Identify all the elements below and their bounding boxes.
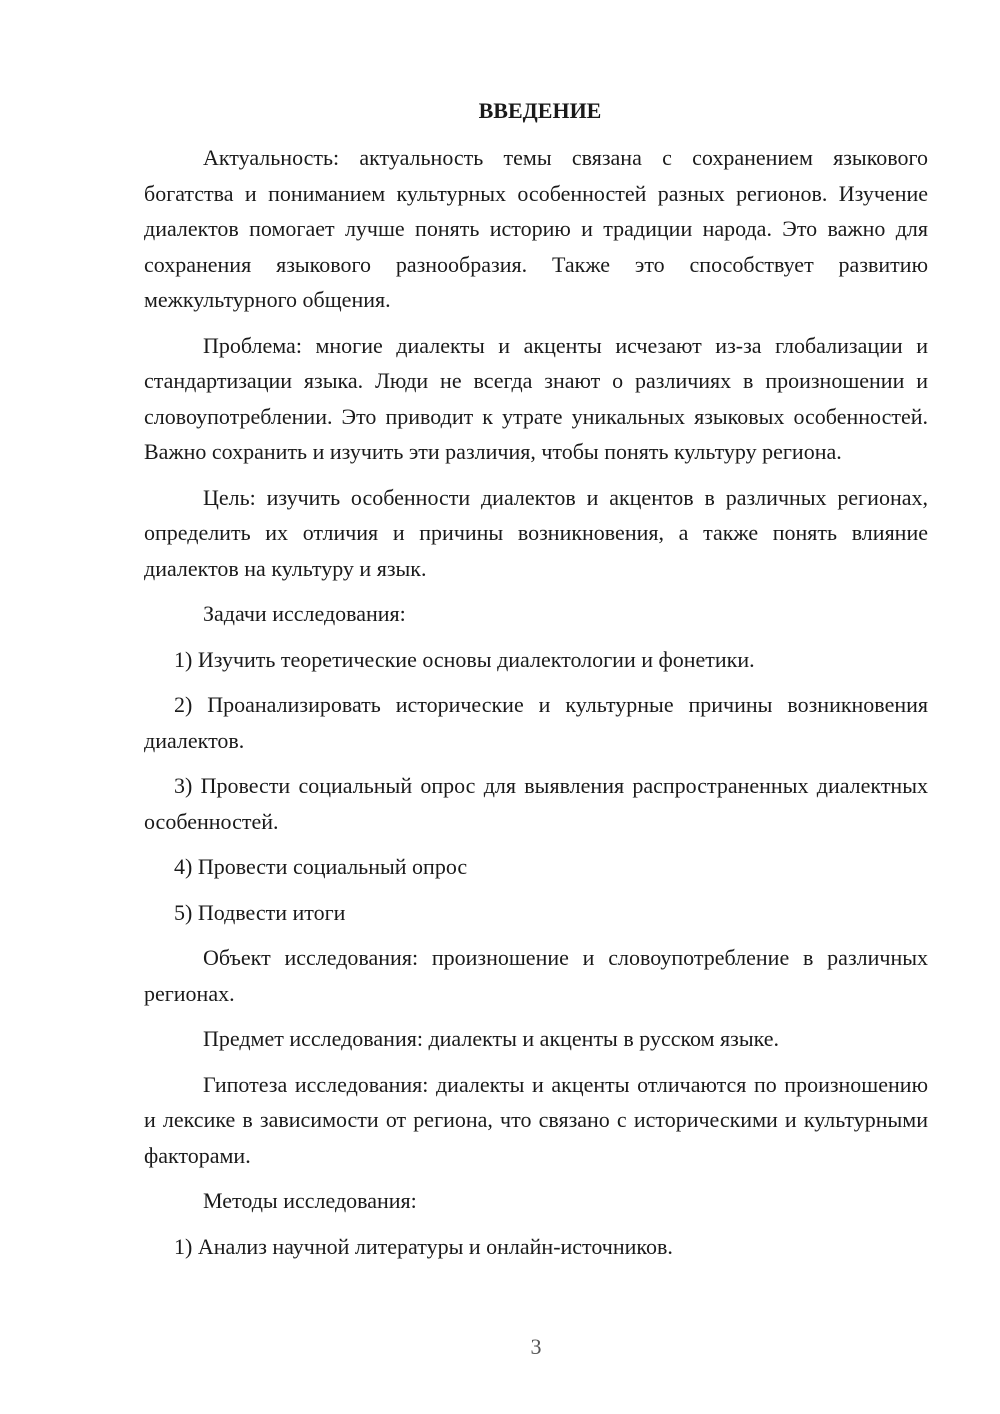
list-item-task-3: 3) Провести социальный опрос для выявления распространенных диалектных особенностей. bbox=[144, 773, 928, 834]
page-number: 3 bbox=[530, 1334, 542, 1359]
paragraph-hypothesis: Гипотеза исследования: диалекты и акценты отличаются по произношению и лексике в зависимости от региона, что связано с историческими и культурными факторами. bbox=[144, 1071, 928, 1168]
list-item-task-1: 1) Изучить теоретические основы диалектологии и фонетики. bbox=[174, 646, 755, 672]
paragraph-relevance: Актуальность: актуальность темы связана с сохранением языкового богатства и пониманием культурных особенностей разных регионов. Изучение диалектов помогает лучше понять историю и традиции народа. Это важно для сохранения языкового разнообразия. Также это способствует развитию межкультурного общения. bbox=[144, 145, 928, 312]
page-content bbox=[144, 96, 928, 1274]
list-item-task-4: 4) Провести социальный опрос bbox=[174, 854, 468, 879]
paragraph-goal: Цель: изучить особенности диалектов и акцентов в различных регионах, определить их отличия и причины возникновения, а также понять влияние диалектов на культуру и язык. bbox=[144, 484, 928, 581]
paragraph-tasks-heading: Задачи исследования: bbox=[203, 601, 406, 626]
paragraph-subject: Предмет исследования: диалекты и акценты в русском языке. bbox=[203, 1026, 780, 1051]
list-item-task-2: 2) Проанализировать исторические и культурные причины возникновения диалектов. bbox=[144, 692, 928, 753]
paragraph-methods-heading: Методы исследования: bbox=[203, 1188, 417, 1213]
list-item-method-1: 1) Анализ научной литературы и онлайн-источников. bbox=[174, 1233, 673, 1259]
list-item-task-5: 5) Подвести итоги bbox=[174, 899, 346, 925]
section-title: ВВЕДЕНИЕ bbox=[478, 98, 602, 123]
paragraph-problem: Проблема: многие диалекты и акценты исчезают из-за глобализации и стандартизации языка. Люди не всегда знают о различиях в произношении и словоупотреблении. Это приводит к утрате уникальных языковых особенностей. Важно сохранить и изучить эти различия, чтобы понять культуру региона. bbox=[144, 332, 928, 464]
paragraph-object: Объект исследования: произношение и словоупотребление в различных регионах. bbox=[144, 945, 928, 1006]
